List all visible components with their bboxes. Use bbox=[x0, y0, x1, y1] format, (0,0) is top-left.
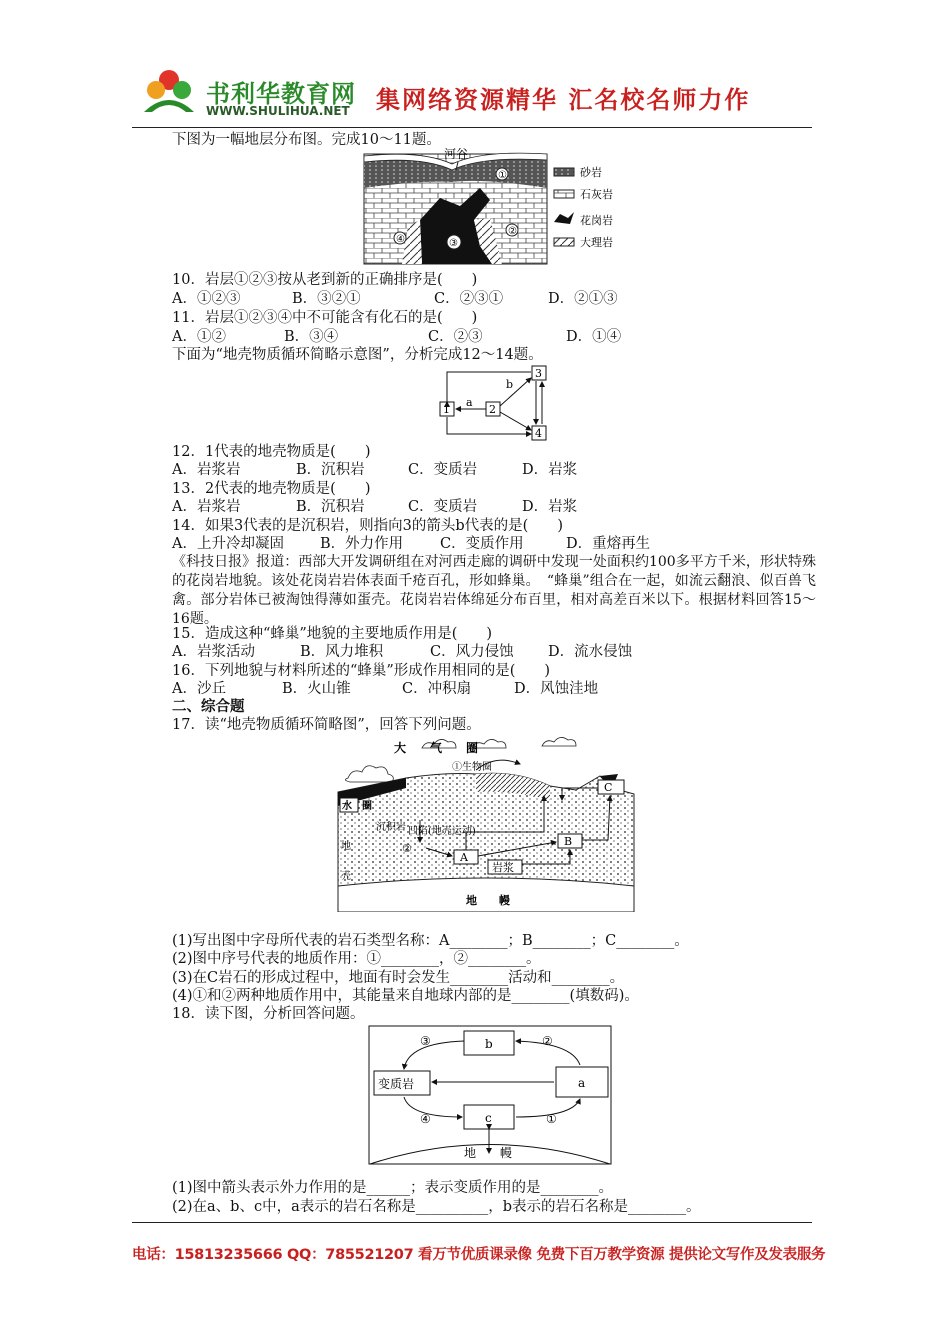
svg-text:③: ③ bbox=[449, 238, 458, 249]
slogan: 集网络资源精华 汇名校名师力作 bbox=[376, 86, 751, 114]
mantle-label: 地 幔 bbox=[466, 894, 510, 907]
q11-opt-c: C．②③ bbox=[428, 329, 483, 345]
box-b: B bbox=[564, 835, 573, 848]
q13-opt-b: B．沉积岩 bbox=[296, 499, 365, 515]
box-c: C bbox=[604, 781, 613, 794]
box-a-label: a bbox=[578, 1076, 586, 1090]
q17-part-3: (3)在C岩石的形成过程中，地面有时会发生________活动和________。 bbox=[172, 970, 625, 986]
q10-opt-b: B．③②① bbox=[292, 291, 361, 307]
box-b-label: b bbox=[485, 1037, 493, 1051]
q18-stem: 18．读下图，分析回答问题。 bbox=[172, 1006, 365, 1022]
svg-text:4: 4 bbox=[535, 427, 542, 440]
q12-opt-c: C．变质岩 bbox=[408, 462, 478, 478]
q13-stem: 13．2代表的地壳物质是( ) bbox=[172, 481, 371, 497]
site-url[interactable]: WWW.SHULIHUA.NET bbox=[206, 104, 350, 118]
q16-opt-d: D．风蚀洼地 bbox=[514, 681, 599, 697]
q15-stem: 15．造成这种“蜂巢”地貌的主要地质作用是( ) bbox=[172, 626, 493, 642]
svg-text:②: ② bbox=[542, 1034, 553, 1048]
subsidence-label: 凹陷(地壳运动) bbox=[408, 826, 476, 837]
footer-rule bbox=[132, 1222, 812, 1223]
q12-opt-a: A．岩浆岩 bbox=[172, 462, 241, 478]
cycle-figure-small bbox=[436, 362, 552, 444]
q14-opt-d: D．重熔再生 bbox=[566, 536, 651, 552]
footer-contact: 电话：15813235666 QQ：785521207 看万节优质课录像 免费下百万教学资源 提供论文写作及发表服务 bbox=[132, 1247, 826, 1263]
mantle-label-2: 地 幔 bbox=[464, 1146, 513, 1160]
legend-granite: 花岗岩 bbox=[580, 214, 613, 227]
sedimentary-label: 沉积岩 bbox=[376, 822, 406, 833]
mark-2: ② bbox=[402, 842, 412, 855]
q17-part-2: (2)图中序号代表的地质作用：①________，②________。 bbox=[172, 951, 541, 967]
box-c-label: c bbox=[485, 1111, 492, 1125]
q13-opt-d: D．岩浆 bbox=[522, 499, 578, 515]
q11-stem: 11．岩层①②③④中不可能含有化石的是( ) bbox=[172, 310, 478, 326]
passage: 《科技日报》报道：西部大开发调研组在对河西走廊的调研中发现一处面积约100多平方千米，形状特殊的花岗岩地貌。该处花岗岩岩体表面千疮百孔，形如蜂巢。 “蜂巢”组合在一起，如流云翻浪、似百兽飞禽。部分岩体已被淘蚀得薄如蛋壳。花岗岩岩体绵延分布百里，相对高差百米以下。根据材料回答15～16题。 bbox=[172, 554, 816, 627]
q14-stem: 14．如果3代表的是沉积岩，则指向3的箭头b代表的是( ) bbox=[172, 518, 563, 534]
svg-text:①: ① bbox=[546, 1112, 557, 1126]
q15-opt-d: D．流水侵蚀 bbox=[548, 644, 633, 660]
q13-opt-c: C．变质岩 bbox=[408, 499, 478, 515]
svg-text:a: a bbox=[466, 396, 473, 409]
q18-part-1: (1)图中箭头表示外力作用的是______；表示变质作用的是________。 bbox=[172, 1180, 614, 1196]
q13-opt-a: A．岩浆岩 bbox=[172, 499, 241, 515]
logo-icon bbox=[138, 66, 200, 118]
box-a: A bbox=[460, 851, 468, 864]
svg-text:3: 3 bbox=[535, 367, 542, 380]
q17-part-4: (4)①和②两种地质作用中，其能量来自地球内部的是________(填数码)。 bbox=[172, 988, 639, 1004]
q14-opt-b: B．外力作用 bbox=[320, 536, 404, 552]
q11-opt-b: B．③④ bbox=[284, 329, 339, 345]
q17-part-1: (1)写出图中字母所代表的岩石类型名称：A________；B________；C________。 bbox=[172, 933, 689, 949]
crust-label: 地 壳 bbox=[338, 840, 350, 880]
q18-part-2: (2)在a、b、c中，a表示的岩石名称是__________，b表示的岩石名称是________。 bbox=[172, 1199, 701, 1215]
q10-opt-a: A．①②③ bbox=[172, 291, 241, 307]
legend-marble: 大理岩 bbox=[580, 236, 613, 249]
q17-stem: 17．读“地壳物质循环简略图”，回答下列问题。 bbox=[172, 717, 481, 733]
q10-opt-d: D．②①③ bbox=[548, 291, 618, 307]
header-rule bbox=[132, 127, 812, 128]
q14-opt-a: A．上升冷却凝固 bbox=[172, 536, 284, 552]
svg-text:b: b bbox=[506, 378, 514, 391]
q10-opt-c: C．②③① bbox=[434, 291, 504, 307]
box-metamorphic-label: 变质岩 bbox=[378, 1077, 415, 1091]
q12-stem: 12．1代表的地壳物质是( ) bbox=[172, 444, 371, 460]
q15-opt-c: C．风力侵蚀 bbox=[430, 644, 514, 660]
q14-opt-c: C．变质作用 bbox=[440, 536, 524, 552]
intro-1: 下图为一幅地层分布图。完成10～11题。 bbox=[172, 132, 441, 148]
legend-sandstone: 砂岩 bbox=[580, 166, 602, 179]
q12-opt-d: D．岩浆 bbox=[522, 462, 578, 478]
q10-stem: 10．岩层①②③按从老到新的正确排序是( ) bbox=[172, 272, 478, 288]
svg-text:④: ④ bbox=[396, 234, 405, 245]
svg-text:②: ② bbox=[508, 226, 517, 237]
svg-text:③: ③ bbox=[420, 1034, 431, 1048]
q11-opt-d: D．①④ bbox=[566, 329, 622, 345]
q11-opt-a: A．①② bbox=[172, 329, 226, 345]
rock-cycle-figure bbox=[368, 1025, 612, 1165]
biosphere-label: ①生物圈 bbox=[452, 762, 492, 773]
q12-opt-b: B．沉积岩 bbox=[296, 462, 365, 478]
q16-opt-a: A．沙丘 bbox=[172, 681, 226, 697]
q15-opt-a: A．岩浆活动 bbox=[172, 644, 255, 660]
intro-2: 下面为“地壳物质循环简略示意图”，分析完成12～14题。 bbox=[172, 347, 543, 363]
svg-text:④: ④ bbox=[420, 1112, 431, 1126]
legend-limestone: 石灰岩 bbox=[580, 188, 613, 201]
valley-label: 河谷 bbox=[444, 148, 469, 161]
section-title: 二、综合题 bbox=[172, 698, 245, 715]
atmosphere-label: 大 气 圈 bbox=[394, 741, 479, 755]
svg-text:①: ① bbox=[498, 170, 507, 181]
svg-text:1: 1 bbox=[443, 403, 450, 416]
q16-opt-b: B．火山锥 bbox=[282, 681, 351, 697]
crust-cycle-figure bbox=[336, 734, 636, 912]
strata-figure bbox=[362, 148, 630, 268]
site-name: 书利华教育网 bbox=[206, 80, 356, 108]
q15-opt-b: B．风力堆积 bbox=[300, 644, 384, 660]
hydrosphere-label: 水 圈 bbox=[342, 801, 372, 812]
q16-stem: 16．下列地貌与材料所述的“蜂巢”形成作用相同的是( ) bbox=[172, 663, 551, 679]
magma-box: 岩浆 bbox=[492, 861, 514, 874]
q16-opt-c: C．冲积扇 bbox=[402, 681, 472, 697]
svg-text:2: 2 bbox=[489, 403, 496, 416]
